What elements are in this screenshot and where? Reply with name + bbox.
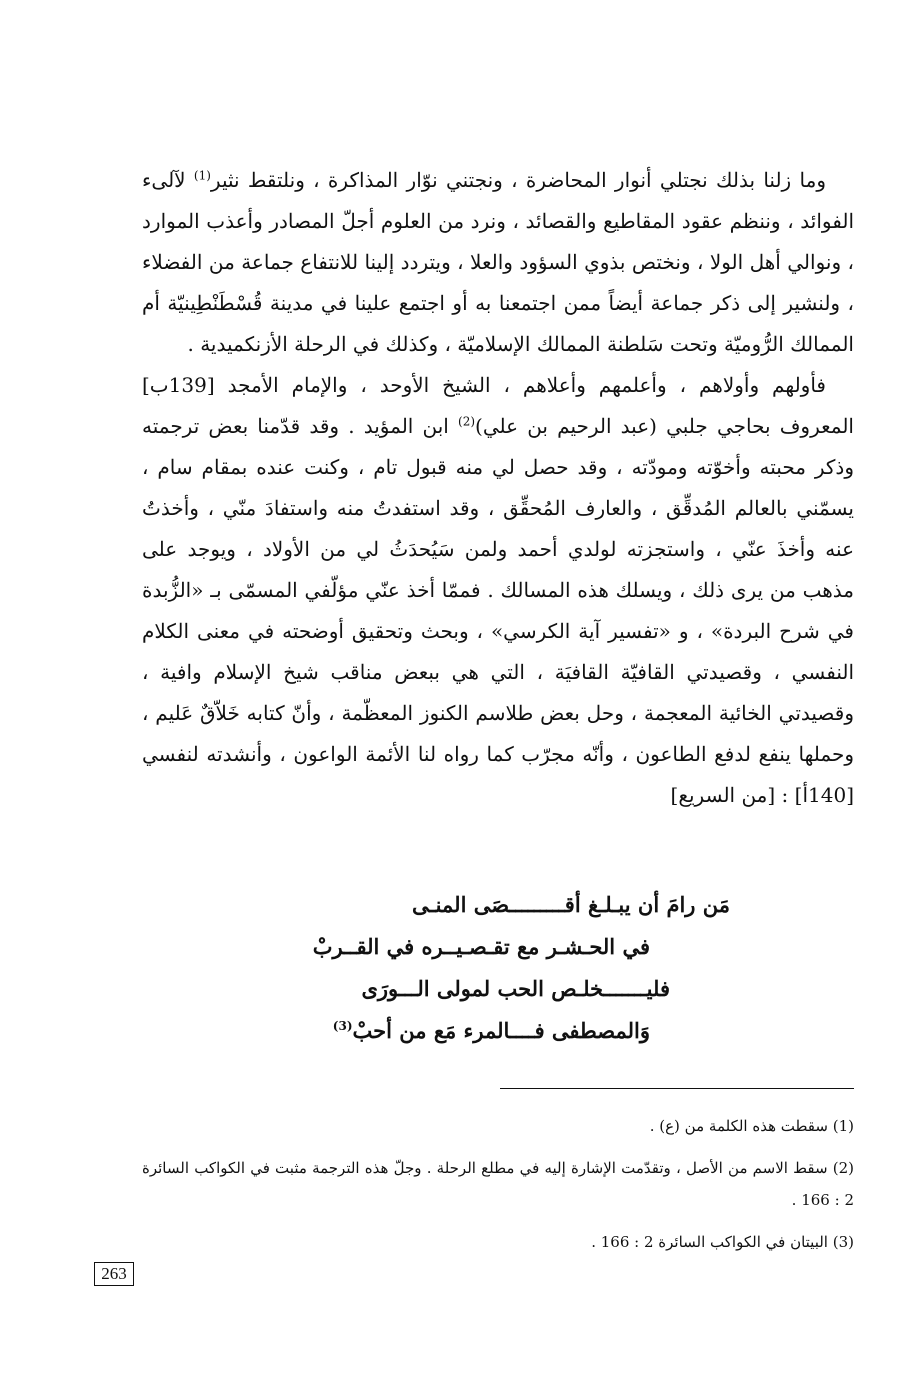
footnote-3: (3) البيتان في الكواكب السائرة 2 : 166 .: [591, 1233, 854, 1251]
poem-block: [250, 884, 730, 1052]
footnote-2: (2) سقط الاسم من الأصل ، وتقدّمت الإشارة إليه في مطلع الرحلة . وجلّ هذه الترجمة مثبت في الكواكب السائرة 2 : 166 .: [142, 1159, 854, 1209]
paragraph-2: [142, 365, 854, 816]
poem-verse-1: مَن رامَ أن يبـلـغ أقـــــــــصَى المنـى: [412, 892, 730, 917]
paragraph-1-text-a: وما زلنا بذلك نجتلي أنوار المحاضرة ، ونجتني نوّار المذاكرة ، ونلتقط نثير: [210, 168, 826, 192]
page-number: 263: [94, 1262, 134, 1286]
poem-verse-2: في الحـشـر مع تقـصـيــره في القــربْ: [312, 934, 650, 959]
paragraph-2-text-a: فأولهم وأولاهم ، وأعلمهم وأعلاهم ، الشيخ الأوحد ، والإمام الأمجد [139ب] المعروف بحاجي جلبي (عبد الرحيم بن علي): [142, 373, 854, 438]
paragraph-1: [142, 160, 854, 365]
paragraph-1-text-b: لآلىء الفوائد ، وننظم عقود المقاطيع والقصائد ، ونرد من العلوم أجلّ المصادر وأعذب الموارد ، ونوالي أهل الولا ، ونختص بذوي السؤود والعلا ، ويتردد إلينا للانتفاع جماعة من الفضلاء ، ولنشير إلى ذكر جماعة أيضاً ممن اجتمعنا به أو اجتمع علينا في مدينة قُسْطَنْطِينيّة أم الممالك الرُّوميّة وتحت سَلطنة الممالك الإسلاميّة ، وكذلك في الرحلة الأزنكميدية .: [142, 168, 855, 356]
paragraph-2-text-b: ابن المؤيد . وقد قدّمنا بعض ترجمته وذكر محبته وأخوّته ومودّته ، وقد حصل لي منه قبول تام ، وكنت عنده بمقام سام ، يسمّني بالعالم المُدقِّق ، والعارف المُحقِّق ، وقد استفدتُ منه واستفادَ منّي ، وأخذتُ عنه وأخذَ عنّي ، واستجزته لولدي أحمد ولمن سَيُحدَثُ لي من الأولاد ، ويوجد على مذهب من يرى ذلك ، ويسلك هذه المسالك . فممّا أخذ عنّي مؤلّفي المسمّى بـ «الزُّبدة في شرح البردة» ، و «تفسير آية الكرسي» ، وبحث وتحقيق أوضحته في معنى الكلام النفسي ، وقصيدتي القافيّة القافيَة ، التي هي ببعض مناقب شيخ الإسلام وافية ، وقصيدتي الخائية المعجمة ، وحل بعض طلاسم الكنوز المعظّمة ، وأنّ كتابه خَلاّقٌ عَليم ، وحملها ينفع لدفع الطاعون ، وأنّه مجرّب كما رواه لنا الأئمة الواعون ، وأنشدته لنفسي [140أ] : [من السريع]: [142, 414, 854, 807]
poem-verse-4-text: وَالمصطفى فــــالمرء مَع من أحبْ: [352, 1018, 650, 1043]
footnote-ref-1: (1): [193, 168, 211, 183]
main-text: [142, 160, 854, 816]
footnote-ref-3: (3): [332, 1019, 353, 1033]
footnotes: [142, 1110, 854, 1268]
footnote-separator: [500, 1088, 854, 1089]
footnote-1: (1) سقطت هذه الكلمة من (ع) .: [649, 1117, 854, 1135]
footnote-ref-2: (2): [458, 414, 476, 429]
poem-verse-4: [250, 1010, 730, 1052]
poem-verse-3: فليـــــــخلـص الحب لمولى الـــورَى: [361, 976, 670, 1001]
